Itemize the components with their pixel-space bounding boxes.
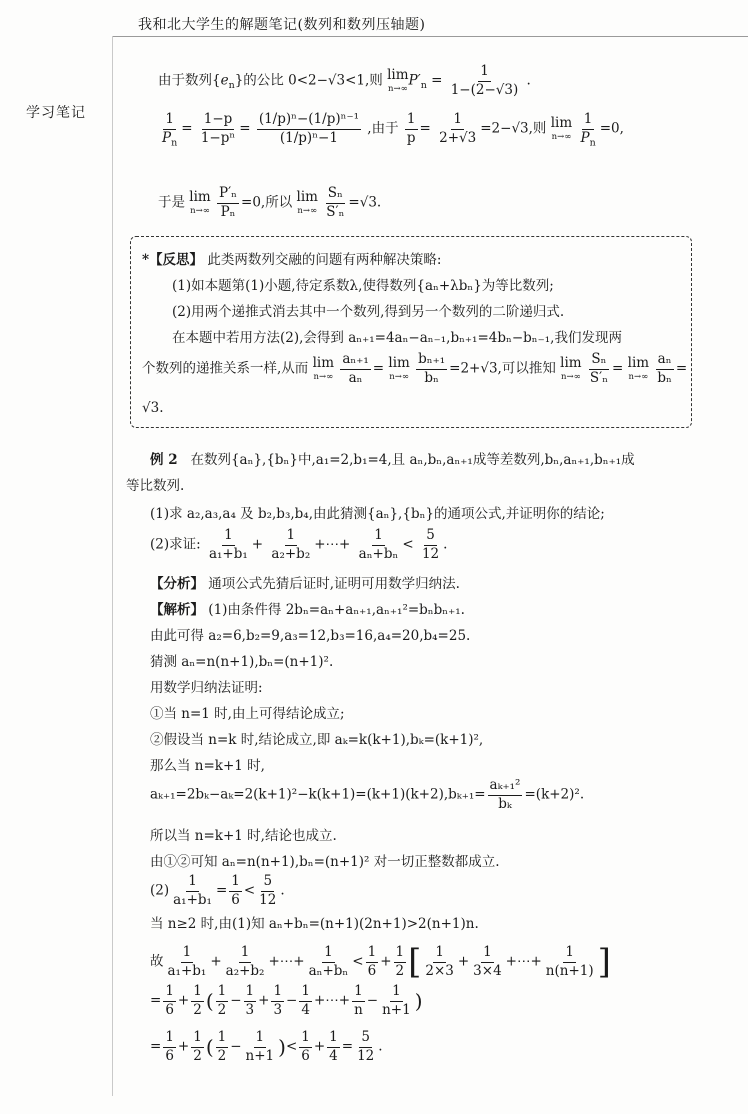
fraction: $\frac{1}{2}$ bbox=[217, 1029, 227, 1064]
fraction: $\frac{1}{3\times 4}$ bbox=[473, 943, 502, 979]
reflection-para-1: 在本题中若用方法(2),会得到 aₙ₊₁=4aₙ−aₙ₋₁,bₙ₊₁=4bₙ−bₙ₋₁,我们发现两 bbox=[172, 330, 622, 346]
solution-step-6: ②假设当 n=k 时,结论成立,即 aₖ=k(k+1),bₖ=(k+1)², bbox=[150, 732, 484, 748]
fraction: $\frac{1}{\text{a₁+b₁}}$ bbox=[173, 873, 212, 908]
fraction: $\frac{1}{2}$ bbox=[217, 983, 227, 1018]
fraction: $\frac{1}{\text{aₙ+bₙ}}$ bbox=[308, 943, 349, 979]
side-note: 学习笔记 bbox=[26, 105, 86, 121]
fraction: $\frac{1}{6}$ bbox=[165, 1029, 174, 1064]
fraction: $\frac{5}{12}$ bbox=[259, 873, 277, 908]
solution-part-2: (2) $\frac{1}{\text{a₁+b₁}}$ = $\frac{1}{6}$ < $\frac{5}{12}$ . bbox=[150, 873, 285, 908]
fraction: $\frac{1}{\text{a₂+b₂}}$ bbox=[225, 943, 265, 979]
example-stem-1: 例 2 在数列{aₙ},{bₙ}中,a₁=2,b₁=4,且 aₙ,bₙ,aₙ₊₁成等差数列,bₙ,aₙ₊₁,bₙ₊₁成 bbox=[150, 452, 635, 468]
fraction: $\frac{1}{3}$ bbox=[273, 983, 283, 1018]
fraction: $\frac{1}{4}$ bbox=[301, 983, 310, 1018]
fraction: $\frac{1}{4}$ bbox=[329, 1029, 338, 1064]
fraction: $\frac{1}{6}$ bbox=[367, 943, 377, 979]
reflection-item-2: (2)用两个递推式消去其中一个数列,得到另一个数列的二阶递归式. bbox=[172, 304, 565, 320]
limit: lim n→∞ bbox=[312, 355, 335, 382]
fraction: $\frac{1}{n+1}$ bbox=[382, 983, 411, 1018]
fraction: $\frac{1}{6}$ bbox=[165, 983, 174, 1018]
solution-step-4: 用数学归纳法证明: bbox=[150, 680, 263, 696]
fraction: $\frac{1}{n}$ bbox=[354, 983, 363, 1018]
fraction: $\frac{1}{p}$ bbox=[406, 111, 416, 146]
fraction: $\frac{\text{bₙ₊₁}}{\text{bₙ}}$ bbox=[418, 351, 446, 386]
solution-line-3: 于是 lim n→∞ $\frac{\text{P′ₙ}}{\text{Pₙ}}$ =0,所以 lim n→∞ $\frac{\text{Sₙ}}{\text{S′ₙ}}$ =√3. bbox=[158, 185, 382, 220]
solution-step-10: 由①②可知 aₙ=n(n+1),bₙ=(n+1)² 对一切正整数都成立. bbox=[150, 854, 500, 870]
fraction: $\frac{1}{\text{a₁+b₁}}$ bbox=[208, 527, 248, 562]
solution-step-14: = $\frac{1}{6}$ + $\frac{1}{2}$ ( $\frac{1}{2}$ − $\frac{1}{n+1}$ )< $\frac{1}{6}$ + $\frac{1}{4}$ = $\frac{5}{12}$ . bbox=[150, 1029, 383, 1064]
reflection-para-2: 个数列的递推关系一样,从而 lim n→∞ $\frac{\text{aₙ₊₁}}{\text{aₙ}}$ = lim n→∞ $\frac{\text{bₙ₊₁}}{\text{bₙ}}$ =2+√3,可以推知 lim n→∞ $\frac{\text{Sₙ}}{\text{S′ₙ}}$ = lim n→∞ $\frac{\text{aₙ}}{\text{bₙ}}$ = bbox=[142, 351, 688, 386]
fraction: $\frac{5}{12}$ bbox=[357, 1029, 375, 1064]
fraction: $\frac{1}{3}$ bbox=[245, 983, 255, 1018]
header-rule bbox=[112, 36, 748, 37]
fraction: $\frac{1}{\text{a₂+b₂}}$ bbox=[271, 527, 311, 562]
solution-step-12: 故 $\frac{1}{\text{a₁+b₁}}$ + $\frac{1}{\text{a₂+b₂}}$ +⋯+ $\frac{1}{\text{aₙ+bₙ}}$ < $\frac{1}{6}$ + $\frac{1}{2}$ [ $\frac{1}{2\times 3}$ + $\frac{1}{3\times 4}$ +⋯+ $\frac{1}{n(n+1)}$ ] bbox=[150, 942, 611, 982]
fraction: $\frac{1}{2}$ bbox=[395, 943, 405, 979]
solution-step-8: aₖ₊₁=2bₖ−aₖ=2(k+1)²−k(k+1)=(k+1)(k+2),bₖ₊₁= $\frac{\text{aₖ₊₁²}}{\text{bₖ}}$ =(k+2)². bbox=[150, 777, 585, 812]
solution-step-2: 由此可得 a₂=6,b₂=9,a₃=12,b₃=16,a₄=20,b₄=25. bbox=[150, 628, 471, 644]
fraction: $\frac{1}{n(n+1)}$ bbox=[545, 943, 594, 979]
solution-step-13: = $\frac{1}{6}$ + $\frac{1}{2}$ ( $\frac{1}{2}$ − $\frac{1}{3}$ + $\frac{1}{3}$ − $\frac{1}{4}$ +⋯+ $\frac{1}{n}$ − $\frac{1}{n+1}$ ) bbox=[150, 983, 423, 1018]
solution-step-7: 那么当 n=k+1 时, bbox=[150, 758, 265, 774]
solution-line-2: $\frac{1}{P_n}$ = $\frac{1-p}{\text{1−pⁿ}}$ = $\frac{\text{(1/p)ⁿ−(1/p)ⁿ⁻¹}}{\text{(1/p)ⁿ−1}}$ ,由于 $\frac{1}{p}$ = $\frac{1}{2+√3}$ =2−√3,则 lim n→∞ $\frac{1}{P_n}$ =0, bbox=[162, 111, 624, 149]
limit: lim n→∞ bbox=[560, 355, 582, 382]
fraction: $\frac{5}{12}$ bbox=[421, 527, 440, 562]
fraction: $\frac{1}{2+√3}$ bbox=[439, 111, 477, 146]
limit: lim n→∞ bbox=[189, 189, 211, 216]
fraction: $\frac{\text{P′ₙ}}{\text{Pₙ}}$ bbox=[219, 185, 238, 220]
fraction: $\frac{1}{\text{aₙ+bₙ}}$ bbox=[358, 527, 399, 562]
fraction: $\frac{1}{P_n}$ bbox=[162, 111, 178, 149]
solution-step-11: 当 n≥2 时,由(1)知 aₙ+bₙ=(n+1)(2n+1)>2(n+1)n. bbox=[150, 916, 479, 932]
reflection-item-1: (1)如本题第(1)小题,待定系数λ,使得数列{aₙ+λbₙ}为等比数列; bbox=[172, 278, 554, 294]
analysis: 【分析】 通项公式先猜后证时,证明可用数学归纳法. bbox=[150, 576, 460, 592]
fraction: $\frac{1}{2\times 3}$ bbox=[425, 943, 454, 979]
fraction: $\frac{1}{2}$ bbox=[193, 1029, 202, 1064]
fraction: $\frac{1}{6}$ bbox=[231, 873, 240, 908]
example-question-1: (1)求 a₂,a₃,a₄ 及 b₂,b₃,b₄,由此猜测{aₙ},{bₙ}的通项公式,并证明你的结论; bbox=[150, 506, 605, 522]
limit: lim n→∞ bbox=[296, 189, 318, 216]
fraction: $\frac{\text{Sₙ}}{\text{S′ₙ}}$ bbox=[326, 185, 345, 220]
fraction: $\frac{\text{(1/p)ⁿ−(1/p)ⁿ⁻¹}}{\text{(1/p)ⁿ−1}}$ bbox=[258, 111, 359, 146]
fraction: $\frac{1}{\text{a₁+b₁}}$ bbox=[167, 943, 207, 979]
fraction: $\frac{1}{n+1}$ bbox=[245, 1029, 275, 1064]
fraction: $\frac{\text{aₙ₊₁}}{\text{aₙ}}$ bbox=[342, 351, 369, 386]
solution-step-1: 【解析】 (1)由条件得 2bₙ=aₙ+aₙ₊₁,aₙ₊₁²=bₙbₙ₊₁. bbox=[150, 602, 465, 618]
fraction: $\frac{1}{P_n}$ bbox=[580, 111, 596, 149]
reflection-para-3: √3. bbox=[142, 400, 164, 416]
fraction: $\frac{1}{6}$ bbox=[301, 1029, 310, 1064]
fraction: $\frac{\text{aₖ₊₁²}}{\text{bₖ}}$ bbox=[489, 777, 521, 812]
margin-rule bbox=[112, 36, 113, 1096]
limit: lim n→∞ bbox=[550, 115, 573, 142]
solution-step-3: 猜测 aₙ=n(n+1),bₙ=(n+1)². bbox=[150, 654, 334, 670]
fraction: $\frac{\text{Sₙ}}{\text{S′ₙ}}$ bbox=[589, 351, 609, 386]
example-stem-2: 等比数列. bbox=[126, 478, 185, 494]
limit: lim n→∞ bbox=[387, 67, 409, 94]
fraction: $\frac{1}{2}$ bbox=[193, 983, 202, 1018]
fraction: $\frac{\text{aₙ}}{\text{bₙ}}$ bbox=[657, 351, 672, 386]
solution-line-1: 由于数列$\{e_n\}$的公比 0<2−√3<1,则 lim n→∞ $P'_n$ = $\frac{1}{1-(2-√3)}$ . bbox=[158, 63, 531, 98]
reflection-intro: *【反思】 此类两数列交融的问题有两种解决策略: bbox=[142, 252, 442, 268]
solution-step-5: ①当 n=1 时,由上可得结论成立; bbox=[150, 706, 345, 722]
page-header: 我和北大学生的解题笔记(数列和数列压轴题) bbox=[138, 17, 426, 33]
solution-step-9: 所以当 n=k+1 时,结论也成立. bbox=[150, 828, 337, 844]
limit: lim n→∞ bbox=[388, 355, 410, 382]
example-question-2: (2)求证: $\frac{1}{\text{a₁+b₁}}$ + $\frac{1}{\text{a₂+b₂}}$ +⋯+ $\frac{1}{\text{aₙ+bₙ}}$ < $\frac{5}{12}$ . bbox=[150, 527, 448, 562]
fraction: $\frac{1}{1-(2-√3)}$ bbox=[450, 63, 519, 98]
fraction: $\frac{1-p}{\text{1−pⁿ}}$ bbox=[200, 111, 236, 146]
limit: lim n→∞ bbox=[627, 355, 650, 382]
